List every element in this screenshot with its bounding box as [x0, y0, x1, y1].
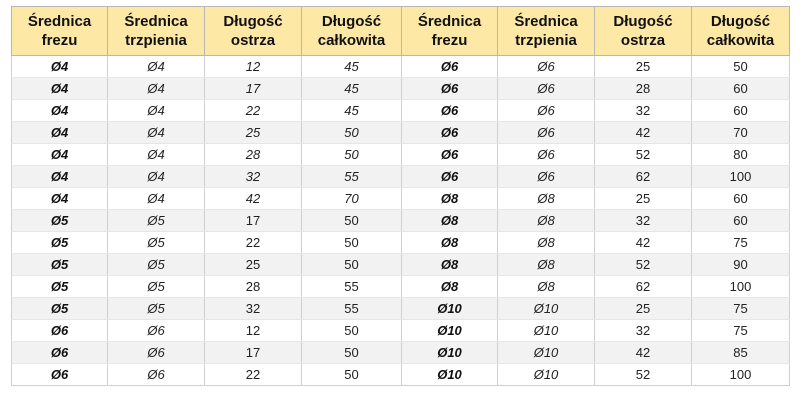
- cell-total-length: 50: [302, 122, 402, 144]
- cell-cutter-diameter: Ø5: [12, 210, 108, 232]
- cell-shank-diameter: Ø10: [498, 320, 595, 342]
- cell-blade-length: 25: [595, 56, 692, 78]
- cell-cutter-diameter: Ø8: [402, 254, 498, 276]
- cell-blade-length: 17: [205, 342, 302, 364]
- cell-blade-length: 25: [595, 188, 692, 210]
- milling-cutter-spec-table: [11, 6, 790, 386]
- cell-total-length: 50: [302, 232, 402, 254]
- header-cutter-diameter-left: [12, 7, 108, 56]
- table-row: [12, 56, 790, 78]
- header-label-line: Średnica: [124, 13, 188, 30]
- cell-shank-diameter: Ø8: [498, 276, 595, 298]
- cell-shank-diameter: Ø8: [498, 188, 595, 210]
- cell-shank-diameter: Ø8: [498, 254, 595, 276]
- cell-blade-length: 25: [205, 254, 302, 276]
- cell-shank-diameter: Ø6: [498, 100, 595, 122]
- table-row: [12, 232, 790, 254]
- cell-total-length: 70: [302, 188, 402, 210]
- cell-shank-diameter: Ø6: [498, 56, 595, 78]
- table-row: [12, 78, 790, 100]
- cell-shank-diameter: Ø8: [498, 232, 595, 254]
- cell-blade-length: 25: [205, 122, 302, 144]
- cell-cutter-diameter: Ø8: [402, 188, 498, 210]
- cell-blade-length: 62: [595, 166, 692, 188]
- cell-blade-length: 32: [205, 298, 302, 320]
- cell-blade-length: 32: [595, 100, 692, 122]
- header-label-line: frezu: [431, 32, 468, 49]
- cell-total-length: 55: [302, 298, 402, 320]
- cell-shank-diameter: Ø4: [108, 56, 205, 78]
- cell-blade-length: 17: [205, 78, 302, 100]
- header-total-length-left: [302, 7, 402, 56]
- cell-cutter-diameter: Ø8: [402, 210, 498, 232]
- cell-total-length: 45: [302, 56, 402, 78]
- cell-cutter-diameter: Ø6: [12, 320, 108, 342]
- cell-shank-diameter: Ø10: [498, 364, 595, 386]
- cell-cutter-diameter: Ø4: [12, 166, 108, 188]
- cell-blade-length: 22: [205, 100, 302, 122]
- header-shank-diameter-left: [108, 7, 205, 56]
- cell-cutter-diameter: Ø8: [402, 276, 498, 298]
- table-row: [12, 144, 790, 166]
- table-row: [12, 320, 790, 342]
- cell-total-length: 50: [302, 320, 402, 342]
- cell-blade-length: 32: [205, 166, 302, 188]
- cell-blade-length: 42: [595, 342, 692, 364]
- cell-shank-diameter: Ø5: [108, 232, 205, 254]
- cell-total-length: 100: [692, 166, 790, 188]
- cell-cutter-diameter: Ø8: [402, 232, 498, 254]
- cell-cutter-diameter: Ø6: [402, 166, 498, 188]
- cell-total-length: 85: [692, 342, 790, 364]
- cell-total-length: 60: [692, 78, 790, 100]
- cell-cutter-diameter: Ø4: [12, 100, 108, 122]
- cell-blade-length: 12: [205, 56, 302, 78]
- cell-shank-diameter: Ø5: [108, 210, 205, 232]
- cell-total-length: 60: [692, 210, 790, 232]
- table-body: [12, 56, 790, 386]
- header-total-length-right: [692, 7, 790, 56]
- header-cutter-diameter-right: [402, 7, 498, 56]
- cell-shank-diameter: Ø10: [498, 342, 595, 364]
- cell-shank-diameter: Ø4: [108, 144, 205, 166]
- cell-shank-diameter: Ø6: [498, 78, 595, 100]
- cell-cutter-diameter: Ø6: [402, 100, 498, 122]
- table-row: [12, 166, 790, 188]
- cell-blade-length: 28: [205, 276, 302, 298]
- table-row: [12, 364, 790, 386]
- header-shank-diameter-right: [498, 7, 595, 56]
- header-label-line: Długość: [223, 13, 283, 30]
- cell-cutter-diameter: Ø10: [402, 364, 498, 386]
- spec-table-container: [11, 6, 790, 386]
- cell-blade-length: 22: [205, 364, 302, 386]
- cell-total-length: 50: [692, 56, 790, 78]
- cell-shank-diameter: Ø4: [108, 166, 205, 188]
- table-header: [12, 7, 790, 56]
- cell-shank-diameter: Ø6: [108, 342, 205, 364]
- cell-blade-length: 22: [205, 232, 302, 254]
- cell-shank-diameter: Ø6: [498, 144, 595, 166]
- cell-shank-diameter: Ø4: [108, 188, 205, 210]
- cell-total-length: 50: [302, 342, 402, 364]
- header-label-line: Długość: [321, 13, 382, 30]
- cell-blade-length: 42: [595, 232, 692, 254]
- table-row: [12, 342, 790, 364]
- header-label-line: ostrza: [230, 32, 276, 49]
- cell-total-length: 70: [692, 122, 790, 144]
- cell-blade-length: 17: [205, 210, 302, 232]
- header-blade-length-left: [205, 7, 302, 56]
- cell-blade-length: 62: [595, 276, 692, 298]
- cell-blade-length: 52: [595, 144, 692, 166]
- cell-cutter-diameter: Ø10: [402, 320, 498, 342]
- cell-total-length: 80: [692, 144, 790, 166]
- table-row: [12, 188, 790, 210]
- cell-total-length: 50: [302, 364, 402, 386]
- cell-cutter-diameter: Ø4: [12, 56, 108, 78]
- cell-cutter-diameter: Ø5: [12, 232, 108, 254]
- cell-cutter-diameter: Ø6: [402, 78, 498, 100]
- cell-cutter-diameter: Ø6: [402, 122, 498, 144]
- cell-cutter-diameter: Ø4: [12, 144, 108, 166]
- cell-blade-length: 42: [205, 188, 302, 210]
- cell-shank-diameter: Ø8: [498, 210, 595, 232]
- cell-cutter-diameter: Ø10: [402, 298, 498, 320]
- header-blade-length-right: [595, 7, 692, 56]
- cell-shank-diameter: Ø4: [108, 78, 205, 100]
- cell-cutter-diameter: Ø5: [12, 298, 108, 320]
- cell-total-length: 90: [692, 254, 790, 276]
- cell-total-length: 60: [692, 100, 790, 122]
- cell-shank-diameter: Ø6: [498, 122, 595, 144]
- cell-cutter-diameter: Ø4: [12, 188, 108, 210]
- cell-total-length: 60: [692, 188, 790, 210]
- header-label-line: trzpienia: [125, 32, 187, 49]
- cell-cutter-diameter: Ø6: [402, 56, 498, 78]
- cell-shank-diameter: Ø4: [108, 100, 205, 122]
- cell-total-length: 45: [302, 78, 402, 100]
- cell-cutter-diameter: Ø6: [12, 342, 108, 364]
- header-label-line: Średnica: [514, 13, 578, 30]
- cell-shank-diameter: Ø5: [108, 254, 205, 276]
- cell-shank-diameter: Ø10: [498, 298, 595, 320]
- cell-total-length: 50: [302, 210, 402, 232]
- header-label-line: Długość: [613, 13, 673, 30]
- cell-shank-diameter: Ø5: [108, 298, 205, 320]
- cell-cutter-diameter: Ø5: [12, 276, 108, 298]
- cell-blade-length: 52: [595, 254, 692, 276]
- cell-blade-length: 32: [595, 210, 692, 232]
- cell-cutter-diameter: Ø10: [402, 342, 498, 364]
- cell-cutter-diameter: Ø6: [12, 364, 108, 386]
- cell-blade-length: 52: [595, 364, 692, 386]
- cell-total-length: 100: [692, 276, 790, 298]
- cell-blade-length: 28: [205, 144, 302, 166]
- cell-cutter-diameter: Ø6: [402, 144, 498, 166]
- header-label-line: frezu: [41, 32, 78, 49]
- cell-blade-length: 28: [595, 78, 692, 100]
- cell-blade-length: 32: [595, 320, 692, 342]
- cell-blade-length: 12: [205, 320, 302, 342]
- header-label-line: całkowita: [317, 32, 386, 49]
- cell-total-length: 55: [302, 276, 402, 298]
- table-row: [12, 100, 790, 122]
- header-label-line: Średnica: [27, 13, 92, 30]
- header-label-line: Długość: [710, 13, 771, 30]
- cell-cutter-diameter: Ø5: [12, 254, 108, 276]
- header-label-line: Średnica: [417, 13, 482, 30]
- cell-shank-diameter: Ø4: [108, 122, 205, 144]
- table-row: [12, 276, 790, 298]
- cell-shank-diameter: Ø6: [498, 166, 595, 188]
- cell-total-length: 75: [692, 320, 790, 342]
- cell-shank-diameter: Ø5: [108, 276, 205, 298]
- table-row: [12, 254, 790, 276]
- cell-cutter-diameter: Ø4: [12, 122, 108, 144]
- table-row: [12, 122, 790, 144]
- header-row: [12, 7, 790, 56]
- cell-blade-length: 25: [595, 298, 692, 320]
- table-row: [12, 210, 790, 232]
- cell-total-length: 55: [302, 166, 402, 188]
- cell-total-length: 45: [302, 100, 402, 122]
- cell-total-length: 75: [692, 298, 790, 320]
- cell-shank-diameter: Ø6: [108, 320, 205, 342]
- header-label-line: trzpienia: [515, 32, 577, 49]
- cell-cutter-diameter: Ø4: [12, 78, 108, 100]
- cell-total-length: 100: [692, 364, 790, 386]
- cell-blade-length: 42: [595, 122, 692, 144]
- cell-total-length: 50: [302, 254, 402, 276]
- cell-total-length: 75: [692, 232, 790, 254]
- header-label-line: ostrza: [620, 32, 666, 49]
- header-label-line: całkowita: [706, 32, 775, 49]
- cell-shank-diameter: Ø6: [108, 364, 205, 386]
- table-row: [12, 298, 790, 320]
- cell-total-length: 50: [302, 144, 402, 166]
